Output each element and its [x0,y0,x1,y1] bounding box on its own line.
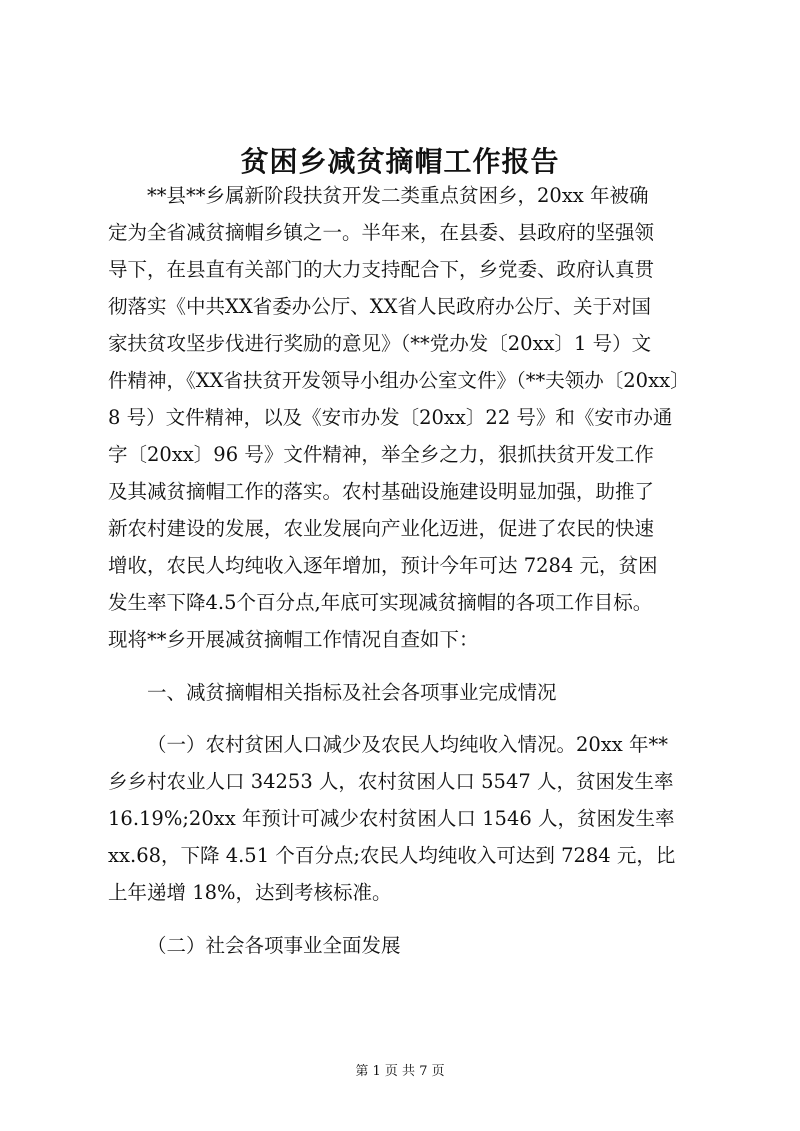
body-line: 彻落实《中共XX省委办公厅、XX省人民政府办公厅、关于对国 [108,295,652,318]
body-line: 16.19%;20xx 年预计可减少农村贫困人口 1546 人，贫困发生率 [108,807,675,830]
body-line: 字〔20xx〕96 号》文件精神，举全乡之力，狠抓扶贫开发工作 [108,443,654,466]
body-line: 乡乡村农业人口 34253 人，农村贫困人口 5547 人，贫困发生率 [108,770,674,793]
body-line: 及其减贫摘帽工作的落实。农村基础设施建设明显加强，助推了 [108,480,655,503]
body-line: 8 号）文件精神，以及《安市办发〔20xx〕22 号》和《安市办通 [108,406,673,429]
body-line: 上年递增 18%，达到考核标准。 [108,881,392,904]
body-line: 增收，农民人均纯收入逐年增加，预计今年可达 7284 元，贫困 [108,554,658,577]
section-heading: 一、减贫摘帽相关指标及社会各项事业完成情况 [147,681,557,704]
subsection-heading: （二）社会各项事业全面发展 [147,934,401,957]
body-line: （一）农村贫困人口减少及农民人均纯收入情况。20xx 年** [147,733,669,756]
page-footer: 第 1 页 共 7 页 [355,1064,445,1079]
body-line: 定为全省减贫摘帽乡镇之一。半年来，在县委、县政府的坚强领 [108,221,655,244]
body-line: 件精神，《XX省扶贫开发领导小组办公室文件》（**夫领办〔20xx〕 [108,369,690,392]
body-line: 现将**乡开展减贫摘帽工作情况自查如下： [108,628,479,651]
document-title: 贫困乡减贫摘帽工作报告 [240,145,560,178]
body-line: **县**乡属新阶段扶贫开发二类重点贫困乡，20xx 年被确 [147,184,649,207]
body-line: 新农村建设的发展，农业发展向产业化迈进，促进了农民的快速 [108,517,655,540]
body-line: 家扶贫攻坚步伐进行奖励的意见》（**党办发〔20xx〕1 号）文 [108,332,652,355]
body-line: xx.68，下降 4.51 个百分点;农民人均纯收入可达到 7284 元，比 [108,844,676,867]
body-line: 导下，在县直有关部门的大力支持配合下，乡党委、政府认真贯 [108,258,655,281]
body-line: 发生率下降4.5个百分点,年底可实现减贫摘帽的各项工作目标。 [108,591,653,614]
